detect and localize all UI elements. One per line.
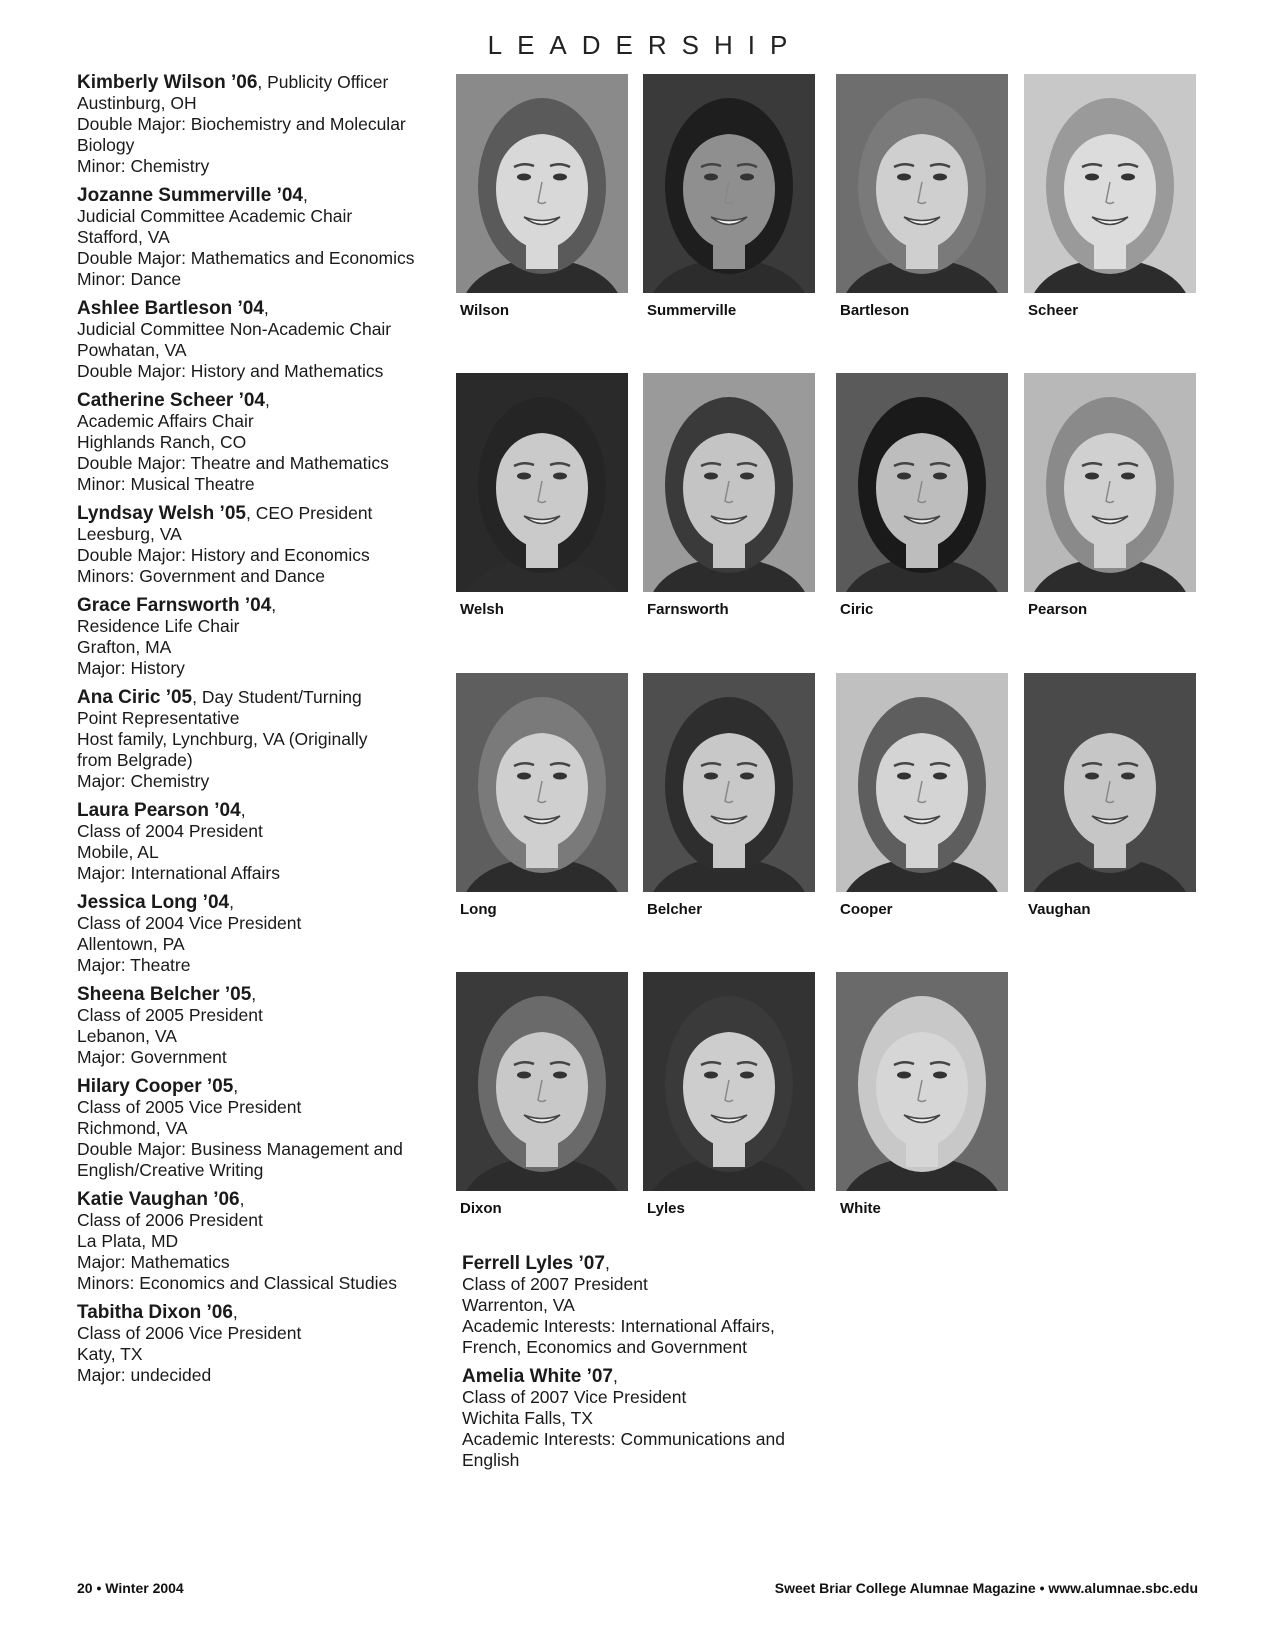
portrait-image xyxy=(836,673,1008,892)
portrait-caption: Dixon xyxy=(460,1200,502,1217)
bio-entry xyxy=(77,984,437,1068)
bio-detail-line: Grafton, MA xyxy=(77,637,172,657)
portrait-image xyxy=(1024,373,1196,592)
portrait-caption: Vaughan xyxy=(1028,901,1091,918)
bio-name: Jessica Long ’04 xyxy=(77,892,230,913)
bio-detail-line: Double Major: Mathematics and Economics xyxy=(77,248,415,268)
bio-detail-line: Residence Life Chair xyxy=(77,616,240,636)
portrait-image xyxy=(456,373,628,592)
bio-detail-line: English xyxy=(462,1450,520,1470)
bio-detail-line: Double Major: History and Economics xyxy=(77,545,370,565)
portrait-image xyxy=(643,373,815,592)
portrait-photo xyxy=(643,74,815,293)
portrait-eye-left xyxy=(1085,773,1099,780)
portrait-eye-right xyxy=(933,1072,947,1079)
portrait-caption: Long xyxy=(460,901,497,918)
bio-entry xyxy=(77,390,437,495)
bio-detail-line: Wichita Falls, TX xyxy=(462,1408,593,1428)
portrait-photo xyxy=(456,673,628,892)
portrait-eye-right xyxy=(740,1072,754,1079)
bio-detail-line: Powhatan, VA xyxy=(77,340,187,360)
bio-detail-line: Major: Chemistry xyxy=(77,771,210,791)
footer-page-info: 20 • Winter 2004 xyxy=(77,1580,184,1596)
bio-detail-line: Judicial Committee Academic Chair xyxy=(77,206,353,226)
bio-name: Lyndsay Welsh ’05 xyxy=(77,503,246,524)
portrait-eye-left xyxy=(704,473,718,480)
portrait-image xyxy=(1024,673,1196,892)
bios-left-column xyxy=(77,72,437,1394)
bio-role: , xyxy=(251,984,257,1004)
bio-name: Hilary Cooper ’05 xyxy=(77,1076,234,1097)
portrait-eye-right xyxy=(933,773,947,780)
bio-detail-line: from Belgrade) xyxy=(77,750,193,770)
bio-name: Ana Ciric ’05 xyxy=(77,687,193,708)
portrait-photo xyxy=(836,673,1008,892)
portrait-eye-right xyxy=(1121,773,1135,780)
bio-detail-line: Minor: Musical Theatre xyxy=(77,474,255,494)
bio-name: Amelia White ’07 xyxy=(462,1366,613,1387)
portrait-eye-right xyxy=(740,773,754,780)
portrait-eye-left xyxy=(704,1072,718,1079)
portrait-eye-left xyxy=(897,473,911,480)
bio-heading xyxy=(77,185,437,206)
bio-role: , Day Student/Turning xyxy=(192,687,362,707)
bio-detail-line: Minor: Dance xyxy=(77,269,182,289)
portrait-eye-left xyxy=(517,773,531,780)
portrait-eye-left xyxy=(517,473,531,480)
portrait-photo xyxy=(836,373,1008,592)
bio-entry xyxy=(462,1366,822,1471)
portrait-image xyxy=(456,74,628,293)
bio-name: Catherine Scheer ’04 xyxy=(77,390,265,411)
portrait-eye-right xyxy=(933,473,947,480)
portrait-eye-left xyxy=(1085,174,1099,181)
portrait-photo xyxy=(643,373,815,592)
bio-detail-line: Class of 2006 President xyxy=(77,1210,263,1230)
bio-heading xyxy=(462,1253,822,1274)
bio-heading xyxy=(77,800,437,821)
bio-detail-line: Class of 2005 Vice President xyxy=(77,1097,302,1117)
bio-detail-line: Highlands Ranch, CO xyxy=(77,432,247,452)
footer-publication: Sweet Briar College Alumnae Magazine • www.alumnae.sbc.edu xyxy=(774,1580,1198,1596)
bio-detail-line: Double Major: History and Mathematics xyxy=(77,361,384,381)
portrait-image xyxy=(1024,74,1196,293)
bio-detail-line: Double Major: Biochemistry and Molecular xyxy=(77,114,406,134)
portrait-caption: Summerville xyxy=(647,302,737,319)
bio-role: , xyxy=(232,1302,238,1322)
portrait-caption: Ciric xyxy=(840,601,874,618)
portrait-photo xyxy=(1024,673,1196,892)
portrait-eye-right xyxy=(1121,473,1135,480)
portrait-eye-left xyxy=(1085,473,1099,480)
portrait-eye-left xyxy=(704,174,718,181)
portrait-image xyxy=(836,373,1008,592)
bio-role: , xyxy=(303,185,308,205)
portrait-eye-left xyxy=(704,773,718,780)
bio-detail-line: Major: Theatre xyxy=(77,955,191,975)
bio-name: Kimberly Wilson ’06 xyxy=(77,72,258,93)
bio-name: Katie Vaughan ’06 xyxy=(77,1189,240,1210)
bio-entry xyxy=(77,503,437,587)
bio-detail-line: Warrenton, VA xyxy=(462,1295,575,1315)
bio-detail-line: Judicial Committee Non-Academic Chair xyxy=(77,319,392,339)
bio-detail-line: Major: History xyxy=(77,658,185,678)
bio-name: Ferrell Lyles ’07 xyxy=(462,1253,605,1274)
portrait-photo xyxy=(836,74,1008,293)
bio-role: , xyxy=(229,892,234,912)
bio-detail-line: English/Creative Writing xyxy=(77,1160,264,1180)
portrait-caption: Farnsworth xyxy=(647,601,729,618)
bio-detail-line: Richmond, VA xyxy=(77,1118,188,1138)
portrait-caption: Belcher xyxy=(647,901,703,918)
page-section-title: LEADERSHIP xyxy=(487,30,803,60)
portrait-eye-left xyxy=(897,773,911,780)
bios-bottom-column xyxy=(462,1253,822,1479)
portrait-photo xyxy=(456,972,628,1191)
portrait-eye-right xyxy=(740,473,754,480)
bio-entry xyxy=(77,298,437,382)
bio-detail-line: Minors: Economics and Classical Studies xyxy=(77,1273,397,1293)
bio-heading xyxy=(77,892,437,913)
bio-detail-line: Major: undecided xyxy=(77,1365,212,1385)
bio-role: , xyxy=(613,1366,618,1386)
bio-detail-line: Class of 2007 President xyxy=(462,1274,648,1294)
bio-detail-line: Class of 2006 Vice President xyxy=(77,1323,302,1343)
bio-detail-line: Leesburg, VA xyxy=(77,524,182,544)
bio-heading xyxy=(77,72,437,93)
portrait-caption: Wilson xyxy=(460,302,510,319)
portrait-eye-right xyxy=(1121,174,1135,181)
bio-detail-line: Minors: Government and Dance xyxy=(77,566,326,586)
bio-entry xyxy=(77,72,437,177)
portrait-photo xyxy=(836,972,1008,1191)
bio-detail-line: Major: Mathematics xyxy=(77,1252,230,1272)
bio-role: , CEO President xyxy=(245,503,373,523)
bio-detail-line: Lebanon, VA xyxy=(77,1026,177,1046)
bio-heading xyxy=(77,984,437,1005)
portrait-eye-left xyxy=(517,1072,531,1079)
bio-entry xyxy=(77,595,437,679)
bio-name: Tabitha Dixon ’06 xyxy=(77,1302,233,1323)
bio-entry xyxy=(77,892,437,976)
bio-heading xyxy=(77,390,437,411)
bio-name: Ashlee Bartleson ’04 xyxy=(77,298,264,319)
portrait-photo xyxy=(456,373,628,592)
portrait-photo xyxy=(1024,373,1196,592)
bio-role: , xyxy=(263,298,269,318)
portrait-eye-left xyxy=(517,174,531,181)
bio-detail-line: Mobile, AL xyxy=(77,842,159,862)
bio-name: Grace Farnsworth ’04 xyxy=(77,595,272,616)
bio-detail-line: Academic Affairs Chair xyxy=(77,411,254,431)
portrait-eye-right xyxy=(553,473,567,480)
portrait-caption: Scheer xyxy=(1028,302,1079,319)
bio-detail-line: Class of 2004 Vice President xyxy=(77,913,302,933)
bio-entry xyxy=(77,687,437,792)
bio-detail-line: La Plata, MD xyxy=(77,1231,179,1251)
bio-detail-line: Major: Government xyxy=(77,1047,227,1067)
bio-detail-line: Academic Interests: International Affairs, xyxy=(462,1316,775,1336)
bio-entry xyxy=(462,1253,822,1358)
portrait-eye-left xyxy=(897,1072,911,1079)
portrait-image xyxy=(643,74,815,293)
bio-entry xyxy=(77,1302,437,1386)
portrait-eye-right xyxy=(553,174,567,181)
bio-heading xyxy=(77,1189,437,1210)
bio-detail-line: Allentown, PA xyxy=(77,934,185,954)
portrait-image xyxy=(456,972,628,1191)
bio-name: Jozanne Summerville ’04 xyxy=(77,185,303,206)
portrait-caption: Lyles xyxy=(647,1200,685,1217)
portrait-photo xyxy=(643,972,815,1191)
bio-detail-line: Double Major: Theatre and Mathematics xyxy=(77,453,389,473)
bio-role: , Publicity Officer xyxy=(257,72,389,92)
bio-role: , xyxy=(604,1253,610,1273)
bio-heading xyxy=(77,298,437,319)
portrait-caption: Bartleson xyxy=(840,302,910,319)
bio-detail-line: Class of 2004 President xyxy=(77,821,263,841)
portrait-image xyxy=(836,74,1008,293)
portrait-eye-right xyxy=(553,773,567,780)
bio-heading xyxy=(77,595,437,616)
bio-entry xyxy=(77,1189,437,1294)
bio-detail-line: Stafford, VA xyxy=(77,227,170,247)
bio-role: , xyxy=(271,595,277,615)
bio-heading xyxy=(77,503,437,524)
bio-role: , xyxy=(239,1189,245,1209)
bio-detail-line: Major: International Affairs xyxy=(77,863,280,883)
portrait-caption: Welsh xyxy=(460,601,504,618)
portrait-eye-left xyxy=(897,174,911,181)
portrait-caption: White xyxy=(840,1200,881,1217)
portrait-image xyxy=(836,972,1008,1191)
bio-name: Laura Pearson ’04 xyxy=(77,800,241,821)
bio-role: , xyxy=(233,1076,239,1096)
bio-heading xyxy=(77,1076,437,1097)
bio-detail-line: Austinburg, OH xyxy=(77,93,197,113)
bio-detail-line: Katy, TX xyxy=(77,1344,143,1364)
bio-detail-line: Double Major: Business Management and xyxy=(77,1139,403,1159)
portrait-photo xyxy=(1024,74,1196,293)
bio-entry xyxy=(77,185,437,290)
bio-entry xyxy=(77,1076,437,1181)
portrait-image xyxy=(456,673,628,892)
portrait-caption: Cooper xyxy=(840,901,893,918)
portrait-eye-right xyxy=(740,174,754,181)
bio-detail-line: Point Representative xyxy=(77,708,240,728)
bio-entry xyxy=(77,800,437,884)
portrait-image xyxy=(643,972,815,1191)
bio-detail-line: Class of 2007 Vice President xyxy=(462,1387,687,1407)
portrait-photo xyxy=(643,673,815,892)
portrait-photo xyxy=(456,74,628,293)
bio-detail-line: Academic Interests: Communications and xyxy=(462,1429,785,1449)
bio-detail-line: Host family, Lynchburg, VA (Originally xyxy=(77,729,368,749)
portrait-eye-right xyxy=(933,174,947,181)
bio-detail-line: French, Economics and Government xyxy=(462,1337,747,1357)
bio-detail-line: Minor: Chemistry xyxy=(77,156,210,176)
bio-detail-line: Biology xyxy=(77,135,135,155)
portrait-image xyxy=(643,673,815,892)
portrait-eye-right xyxy=(553,1072,567,1079)
bio-heading xyxy=(77,1302,437,1323)
portrait-caption: Pearson xyxy=(1028,601,1088,618)
bio-role: , xyxy=(240,800,246,820)
bio-detail-line: Class of 2005 President xyxy=(77,1005,263,1025)
bio-role: , xyxy=(264,390,270,410)
bio-heading xyxy=(77,687,437,708)
bio-name: Sheena Belcher ’05 xyxy=(77,984,252,1005)
bio-heading xyxy=(462,1366,822,1387)
